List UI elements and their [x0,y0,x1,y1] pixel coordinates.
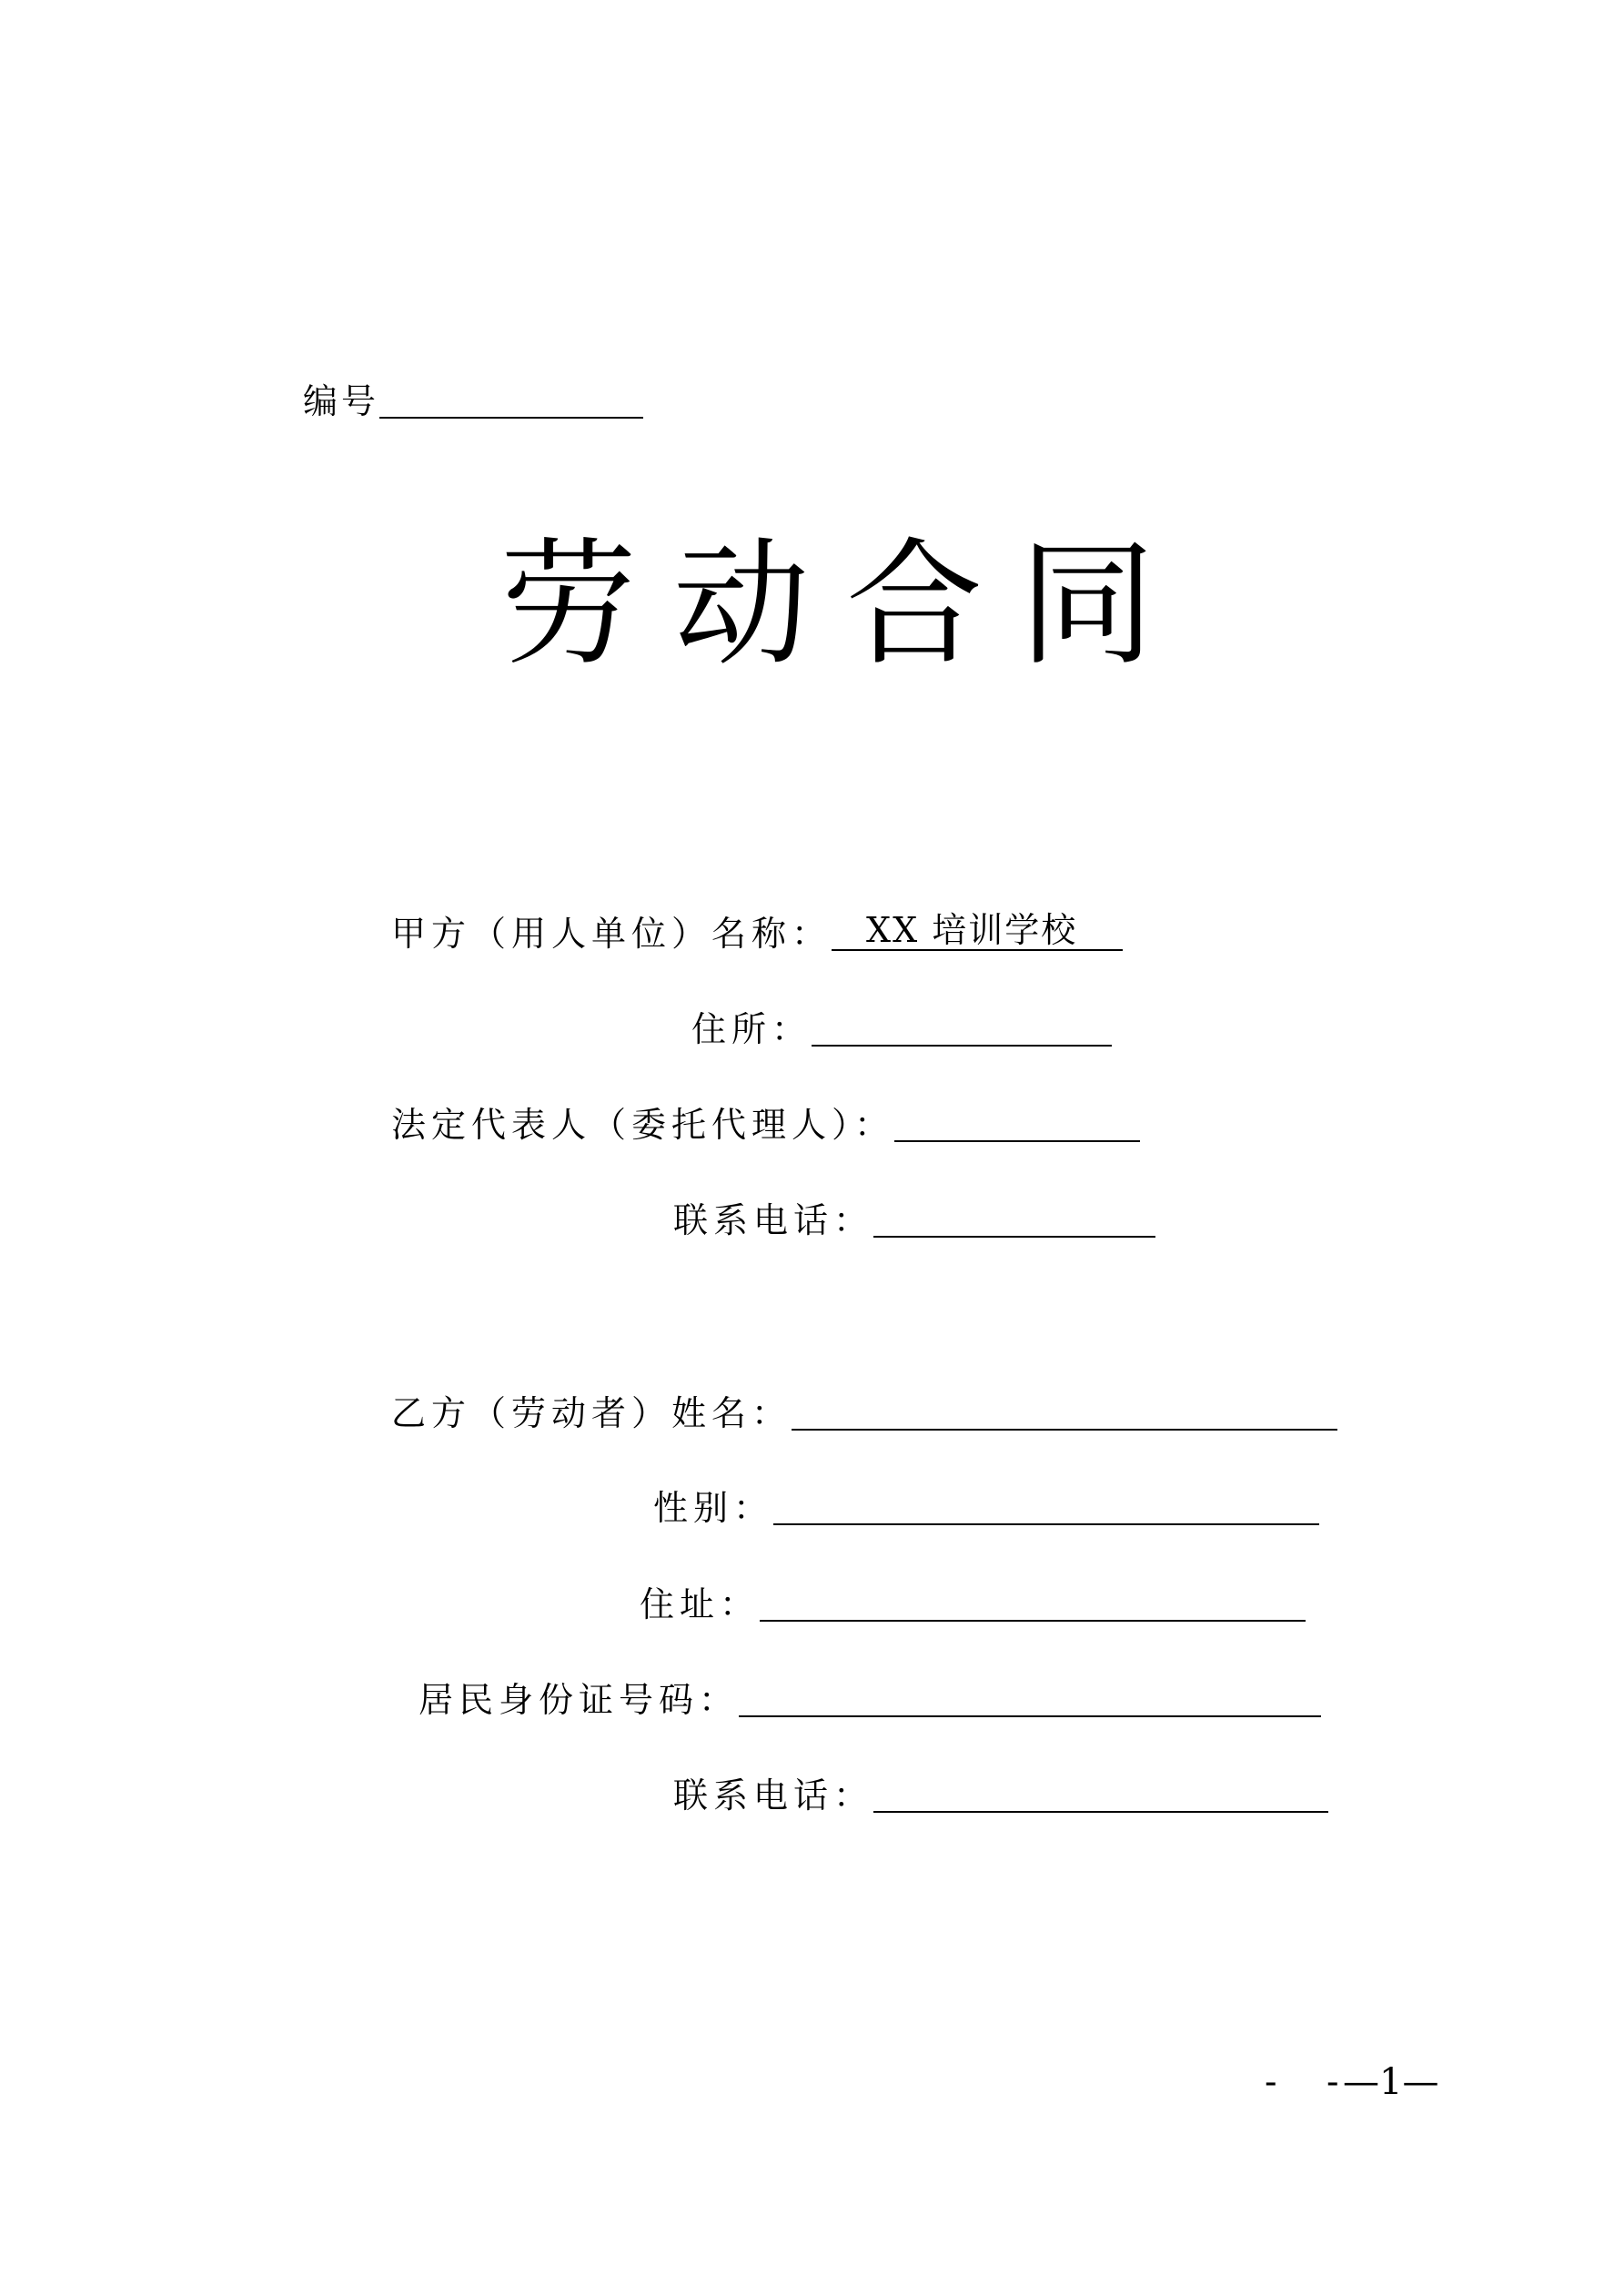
party-a-address-row [691,1008,1112,1047]
party-b-id-field[interactable] [739,1679,1321,1717]
party-a-phone-label: 联系电话： [673,1200,874,1240]
party-a-name-row [391,910,1123,954]
party-b-id-label: 居民身份证号码： [419,1680,740,1720]
party-b-address-label: 住址： [640,1584,761,1624]
party-b-phone-field[interactable] [873,1775,1328,1813]
title-char-1: 劳 [500,526,638,684]
party-a-phone-row [673,1199,1155,1238]
party-b-phone-label: 联系电话： [673,1775,874,1816]
footer-dash-left: - [1265,2061,1277,2103]
party-b-phone-row [673,1775,1328,1816]
party-b-name-field[interactable] [792,1392,1337,1431]
contract-title [500,526,1155,684]
party-a-phone-field[interactable] [873,1199,1155,1238]
footer-dash-right: - [1326,2061,1339,2103]
party-a-name-value: XX 培训学校 [866,910,1078,950]
party-a-representative-label: 法定代表人（委托代理人）： [391,1105,895,1145]
party-b-gender-row [653,1487,1319,1528]
party-a-representative-row [391,1104,1140,1145]
title-char-4: 同 [1018,526,1155,684]
party-a-address-label: 住所： [691,1009,812,1049]
party-b-gender-label: 性别： [653,1488,774,1528]
party-a-representative-field[interactable] [894,1104,1140,1142]
party-a-address-field[interactable] [812,1008,1112,1047]
serial-number-row [303,380,643,419]
serial-number-field[interactable] [379,380,643,419]
party-a-name-label: 甲方（用人单位）名称： [391,914,832,954]
party-a-name-field[interactable] [832,910,1123,951]
page-number: —1— [1343,2061,1439,2103]
serial-number-label: 编号 [303,381,380,421]
title-char-3: 合 [845,526,983,684]
party-b-name-label: 乙方（劳动者）姓名： [391,1393,792,1433]
party-b-gender-field[interactable] [773,1487,1319,1525]
party-b-name-row [391,1392,1337,1431]
party-b-address-row [640,1583,1306,1622]
title-char-2: 动 [672,526,810,684]
party-b-address-field[interactable] [760,1583,1306,1622]
party-b-id-row [419,1679,1321,1720]
